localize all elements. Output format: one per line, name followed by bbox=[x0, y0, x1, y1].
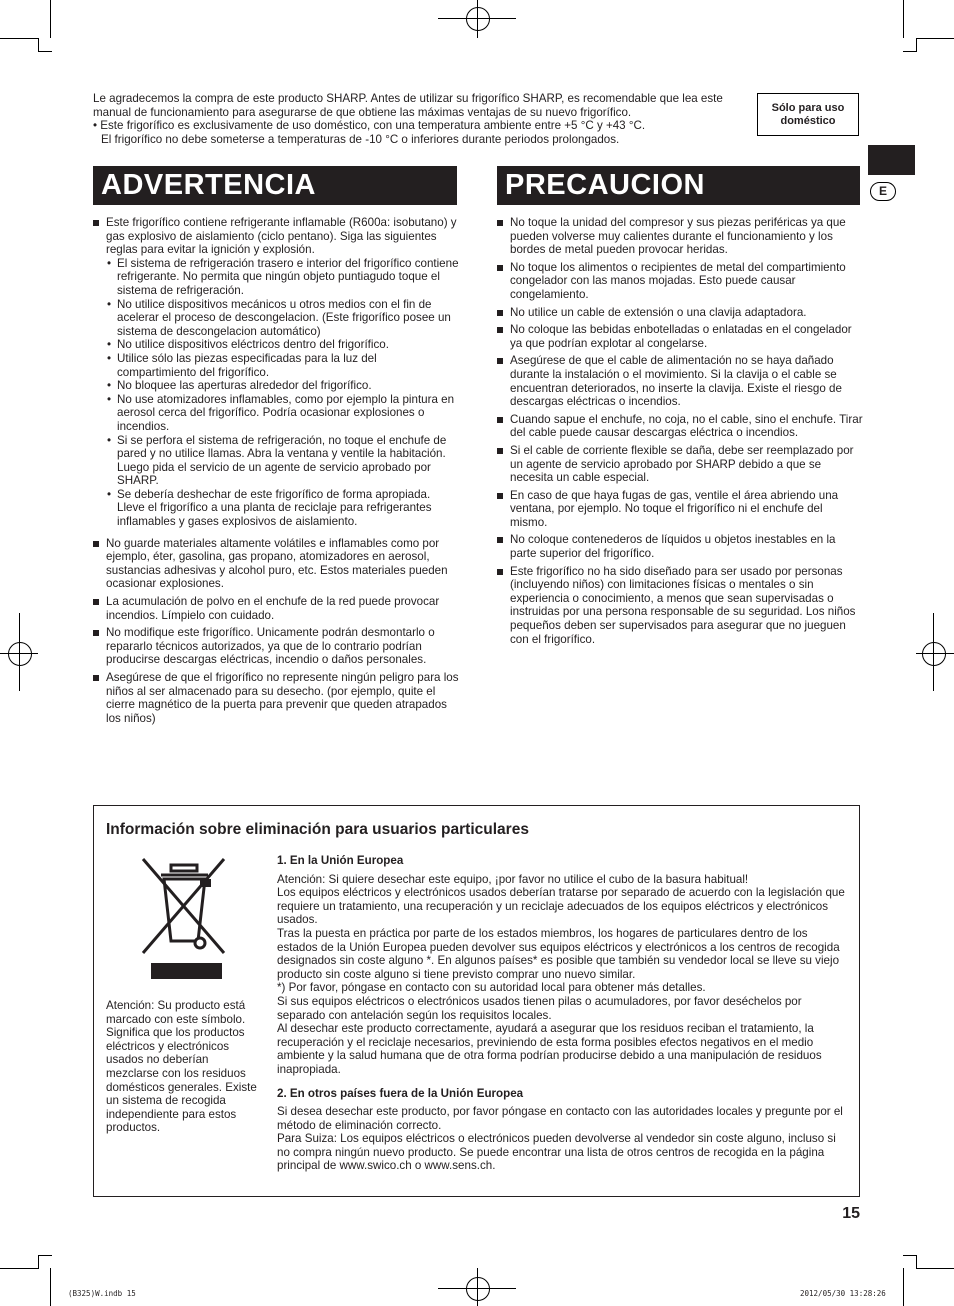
bullet-square-icon bbox=[497, 417, 503, 423]
caution-item: En caso de que haya fugas de gas, ventile el área abriendo una ventana, por ejemplo. No toque el frigorífico ni el enchufe del mismo. bbox=[497, 489, 863, 530]
caution-item: No utilice un cable de extensión o una clavija adaptadora. bbox=[497, 306, 863, 320]
caution-heading: PRECAUCION bbox=[497, 166, 860, 205]
page-number: 15 bbox=[842, 1205, 860, 1222]
warning-item: Asegúrese de que el frigorífico no represente ningún peligro para los niños al ser almacenado para su desecho. (por ejemplo, quite el cierre magnético de la puerta para prevenir que queden atrapados los niños) bbox=[93, 671, 459, 725]
language-tab-block bbox=[868, 145, 915, 175]
warning-column bbox=[93, 216, 459, 729]
bullet-square-icon bbox=[497, 537, 503, 543]
bullet-square-icon bbox=[497, 265, 503, 271]
eu-heading: 1. En la Unión Europea bbox=[277, 854, 404, 867]
bullet-square-icon bbox=[497, 220, 503, 226]
warning-sub-item: • Utilice sólo las piezas especificadas para la luz del compartimiento del frigorífico. bbox=[107, 351, 377, 379]
eu-paragraph: Tras la puesta en práctica por parte de los estados miembros, los hogares de particulares dentro de los estados de la Unión Europea pueden devolver sus equipos eléctricos y electrónicos a los centros de recogida designados sin coste alguno *. En algunos países* es posible que también su vendedor local se lleve su viejo producto sin coste alguno si tiene previsto comprar uno nuevo similar. bbox=[277, 926, 840, 981]
warning-item: No modifique este frigorífico. Unicamente podrán desmontarlo o repararlo técnicos autorizados, ya que de lo contrario podrían producirse descargas eléctricas, incendio o daños personales. bbox=[93, 626, 459, 667]
bullet-square-icon bbox=[93, 675, 99, 681]
eu-paragraph: Los equipos eléctricos y electrónicos usados deberían tratarse por separado de acuerdo con la legislación que requiere un tratamiento, una recuperación y un reciclaje adecuados de los equipos eléctricos y electrónicos usados. bbox=[277, 886, 845, 927]
eu-paragraph: Al desechar este producto correctamente, ayudará a asegurar que los residuos reciban el tratamiento, la recuperación y el reciclaje necesarios, previniendo de esta forma posibles efectos negativos en el medio ambiente y la salud humana que de otra forma podrían producirse debido a una manipulación de residuos inapropiada. bbox=[277, 1022, 822, 1076]
warning-heading: ADVERTENCIA bbox=[93, 166, 457, 205]
warning-item: No guarde materiales altamente volátiles e inflamables como por ejemplo, éter, gasolina, gas propano, atomizadores en aerosol, sustancias adhesivas y alcohol puro, etc. Estos materiales pueden ocasionar explosiones. bbox=[93, 537, 459, 591]
caution-item: No toque los alimentos o recipientes de metal del compartimiento congelador con las manos mojadas. Esto puede causar congelamiento. bbox=[497, 261, 863, 302]
warning-sub-list bbox=[106, 257, 459, 529]
other-countries-heading: 2. En otros países fuera de la Unión Europea bbox=[277, 1086, 524, 1100]
caution-item: Asegúrese de que el cable de alimentación no se haya dañado durante la instalación o el movimiento. Si la clavija o el cable se encuentran deteriorados, no inserte la clavija. Existe el riesgo de descargas eléctricas o incendios. bbox=[497, 354, 863, 408]
disposal-instructions bbox=[277, 854, 845, 1173]
language-tab: E bbox=[870, 182, 896, 201]
warning-sub-item: • No utilice dispositivos mecánicos u otros medios con el fin de acelerar el proceso de descongelacion. (Este frigorífico posee un sistema de descongelacion automático) bbox=[107, 297, 451, 338]
bullet-square-icon bbox=[497, 569, 503, 575]
bullet-square-icon bbox=[497, 327, 503, 333]
bullet-square-icon bbox=[93, 541, 99, 547]
bullet-square-icon bbox=[93, 630, 99, 636]
warning-item: Este frigorífico contiene refrigerante inflamable (R600a: isobutano) y gas explosivo de aislamiento (ciclo pentano). Siga las siguientes reglas para evitar la ignición y explosión. • El sistema de refrigeración trasero e interior del frigorífico contiene refrigerante. No permita que ningún objeto puntiagudo toque el sistema de refrigeración. • No utilice dispositivos mecánicos u otros medios con el fin de acelerar el proceso de descongelacion. (Este frigorífico posee un sistema de descongelacion automático) • No utilice dispositivos eléctricos dentro del frigorífico. • Utilice sólo las piezas especificadas para la luz del compartimiento del frigorífico. • No bloquee las aperturas alrededor del frigorífico. • No use atomizadores inflamables, como por ejemplo la pintura en aerosol cerca del frigorífico. Podría ocasionar explosiones o incendios. • Si se perfora el sistema de refrigeración, no toque el enchufe de pared y no utilice llamas. Abra la ventana y ventile la habitación. Luego pida el servicio de un agente de servicio aprobado por SHARP. • Se debería deshechar de este frigorífico de forma apropiada. Lleve el frigorífico a una planta de reciclaje para refrigerantes inflamables y gases explosivos de aislamiento. bbox=[93, 216, 459, 529]
bullet-square-icon bbox=[497, 448, 503, 454]
other-paragraph: Para Suiza: Los equipos eléctricos o electrónicos pueden devolverse al vendedor sin coste alguno, incluso si no compra ningún nuevo producto. Se puede encontrar una lista de otros centros de recogida en la página principal de www.swico.ch o www.sens.ch. bbox=[277, 1132, 836, 1173]
warning-sub-item: • No bloquee las aperturas alrededor del frigorífico. bbox=[107, 379, 372, 393]
disposal-title: Información sobre eliminación para usuarios particulares bbox=[106, 821, 529, 838]
disposal-symbol-note: Atención: Su producto está marcado con este símbolo. Significa que los productos eléctricos y electrónicos usados no deberían mezclarse con los residuos domésticos generales. Existe un sistema de recogida independiente para estos productos. bbox=[106, 999, 257, 1135]
crossed-out-wheelie-bin-icon bbox=[140, 855, 232, 983]
eu-paragraph: *) Por favor, póngase en contacto con su autoridad local para obtener más detalles. bbox=[277, 981, 706, 995]
intro-line-2: • Este frigorífico es exclusivamente de uso doméstico, con una temperatura ambiente entre +5 °C y +43 °C. bbox=[93, 119, 646, 133]
warning-sub-item: • Se debería deshechar de este frigorífico de forma apropiada. Lleve el frigorífico a una planta de reciclaje para refrigerantes inflamables y gases explosivos de aislamiento. bbox=[107, 487, 432, 529]
intro-line-1: Le agradecemos la compra de este producto SHARP. Antes de utilizar su frigorífico SHARP, es recomendable que lea este manual de funcionamiento para asegurarse de que obtiene las máximas ventajas de su nuevo frigorífico. bbox=[93, 92, 723, 119]
footer-file-info: (B325)W.indb 15 bbox=[68, 1289, 136, 1298]
warning-sub-item: • Si se perfora el sistema de refrigeración, no toque el enchufe de pared y no utilice llamas. Abra la ventana y ventile la habitación. Luego pida el servicio de un agente de servicio aprobado por SHARP. bbox=[107, 433, 447, 488]
domestic-use-badge bbox=[757, 93, 859, 136]
caution-item: No toque la unidad del compresor y sus piezas periféricas ya que pueden volverse muy calientes durante el funcionamiento y los bordes de metal pueden provocar heridas. bbox=[497, 216, 863, 257]
bullet-square-icon bbox=[497, 493, 503, 499]
warning-sub-item: • El sistema de refrigeración trasero e interior del frigorífico contiene refrigerante. No permita que ningún objeto puntiagudo toque el sistema de refrigeración. bbox=[107, 256, 459, 297]
caution-item: Cuando sapue el enchufe, no coja, no el cable, sino el enchufe. Tirar del cable puede causar descargas eléctrica o incendios. bbox=[497, 413, 863, 440]
caution-item: Si el cable de corriente flexible se daña, debe ser reemplazado por un agente de servicio aprobado por SHARP debido a que se necesita un cable especial. bbox=[497, 444, 863, 485]
domestic-use-badge-label: Sólo para uso doméstico bbox=[771, 101, 845, 127]
intro-line-3: El frigorífico no debe someterse a temperaturas de -10 °C o inferiores durante periodos prolongados. bbox=[101, 132, 620, 146]
warning-sub-item: • No utilice dispositivos eléctricos dentro del frigorífico. bbox=[107, 338, 389, 352]
bullet-square-icon bbox=[93, 220, 99, 226]
caution-item: No coloque contenederos de líquidos u objetos inestables en la parte superior del frigorífico. bbox=[497, 533, 863, 560]
bullet-square-icon bbox=[497, 358, 503, 364]
caution-item: Este frigorífico no ha sido diseñado para ser usado por personas (incluyendo niños) con limitaciones físicas o mentales o sin experiencia o conocimiento, a menos que sean supervisadas o instruidas por una persona responsable de su seguridad. Los niños pequeños deben ser supervisados para asegurar que no jueguen con el frigorífico. bbox=[497, 565, 863, 647]
warning-sub-item: • No use atomizadores inflamables, como por ejemplo la pintura en aerosol cerca del frigorífico. Podría ocasionar explosiones o incendios. bbox=[107, 392, 455, 433]
intro-text bbox=[93, 92, 753, 146]
bullet-square-icon bbox=[497, 310, 503, 316]
eu-paragraph: Si sus equipos eléctricos o electrónicos usados tienen pilas o acumuladores, por favor deséchelos por separado con antelación según los requisitos locales. bbox=[277, 994, 802, 1022]
eu-paragraph: Atención: Si quiere desechar este equipo, ¡por favor no utilice el cubo de la basura habitual! bbox=[277, 872, 749, 886]
caution-item: No coloque las bebidas enbotelladas o enlatadas en el congelador ya que podrían explotar al congelarse. bbox=[497, 323, 863, 350]
other-paragraph: Si desea desechar este producto, por favor póngase en contacto con las autoridades locales y pregunte por el método de eliminación correcto. bbox=[277, 1105, 843, 1132]
caution-column bbox=[497, 216, 863, 650]
bullet-square-icon bbox=[93, 599, 99, 605]
warning-item: La acumulación de polvo en el enchufe de la red puede provocar incendios. Límpielo con cuidado. bbox=[93, 595, 459, 622]
footer-timestamp: 2012/05/30 13:28:26 bbox=[800, 1289, 886, 1298]
